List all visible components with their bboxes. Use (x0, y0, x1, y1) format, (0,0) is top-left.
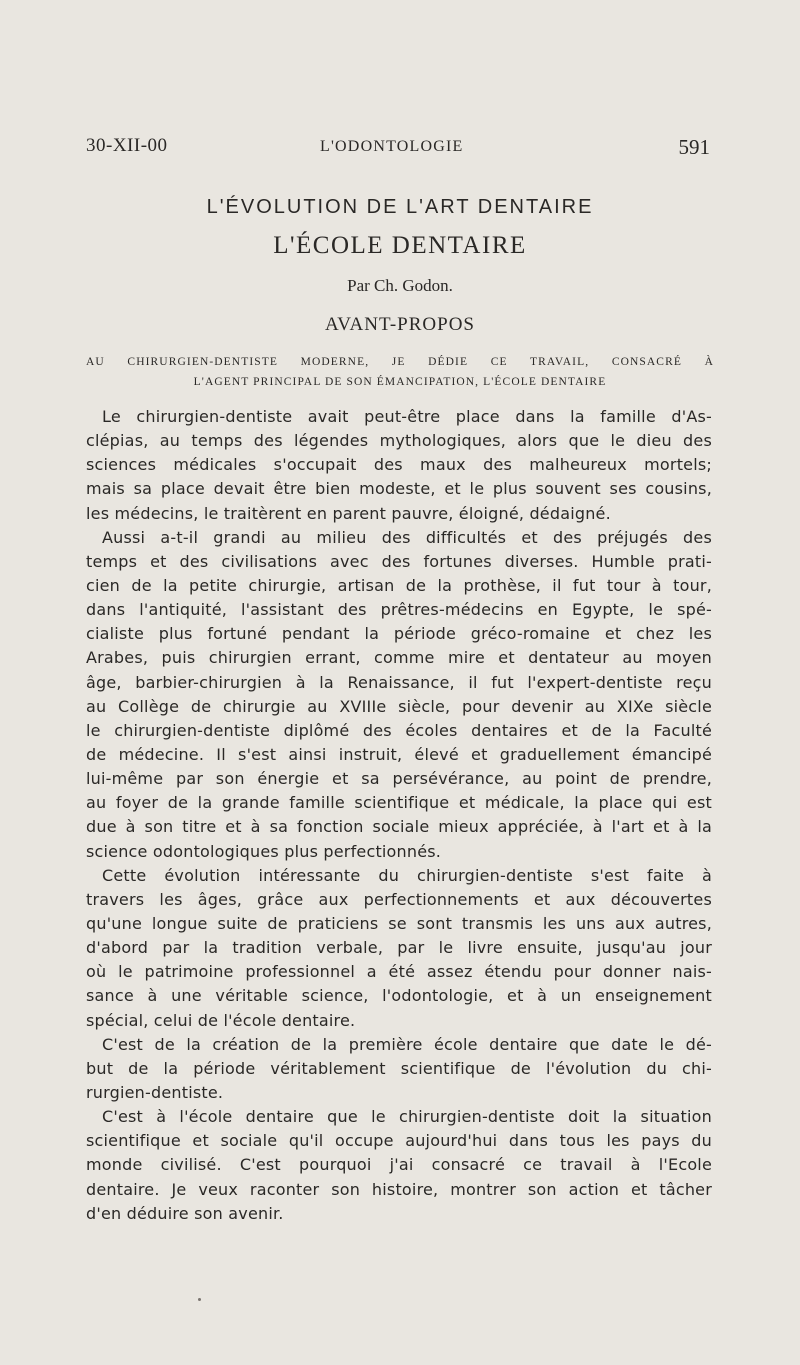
dedication-line: L'AGENT PRINCIPAL DE SON ÉMANCIPATION, L'ÉCOLE DENTAIRE (193, 376, 607, 388)
text-line: âge, barbier-chirurgien à la Renaissance, il fut l'expert-dentiste reçu (86, 672, 712, 692)
section-heading: AVANT-PROPOS (325, 314, 475, 335)
issue-date: 30-XII-00 (86, 135, 168, 156)
text-line: temps et des civilisations avec des fortunes diverses. Humble prati- (86, 551, 712, 571)
text-line: les médecins, le traitèrent en parent pauvre, éloigné, dédaigné. (86, 503, 611, 523)
text-line: mais sa place devait être bien modeste, et le plus souvent ses cousins, (86, 479, 712, 499)
text-line: de médecine. Il s'est ainsi instruit, élevé et graduellement émancipé (86, 744, 712, 764)
text-line: due à son titre et à sa fonction sociale mieux appréciée, à l'art et à la (86, 817, 712, 837)
text-line: où le patrimoine professionnel a été assez étendu pour donner nais- (86, 962, 712, 982)
dedication-line: AU CHIRURGIEN-DENTISTE MODERNE, JE DÉDIE CE TRAVAIL, CONSACRÉ À (86, 356, 714, 368)
text-line: au Collège de chirurgie au XVIIIe siècle, pour devenir au XIXe siècle (86, 696, 712, 716)
article-subtitle: L'ÉCOLE DENTAIRE (273, 232, 527, 259)
page-number: 591 (678, 135, 710, 159)
running-header (86, 135, 710, 165)
dedication (86, 352, 714, 392)
text-line: dentaire. Je veux raconter son histoire, montrer son action et tâcher (86, 1179, 712, 1199)
text-line: sciences médicales s'occupait des maux des malheureux mortels; (86, 455, 712, 475)
text-line: qu'une longue suite de praticiens se sont transmis les uns aux autres, (86, 913, 712, 933)
text-line: d'abord par la tradition verbale, par le livre ensuite, jusqu'au jour (86, 938, 712, 958)
text-line: C'est à l'école dentaire que le chirurgien-dentiste doit la situation (102, 1107, 712, 1127)
text-line: rurgien-dentiste. (86, 1082, 224, 1102)
text-line: Le chirurgien-dentiste avait peut-être place dans la famille d'As- (102, 407, 712, 426)
text-line: sance à une véritable science, l'odontologie, et à un enseignement (86, 986, 712, 1006)
text-line: dans l'antiquité, l'assistant des prêtres-médecins en Egypte, le spé- (86, 600, 712, 620)
text-line: Aussi a-t-il grandi au milieu des difficultés et des préjugés des (102, 527, 712, 547)
text-line: Cette évolution intéressante du chirurgien-dentiste s'est faite à (102, 865, 712, 885)
author-byline: Par Ch. Godon. (347, 276, 453, 295)
text-line: but de la période véritablement scientifique de l'évolution du chi- (86, 1058, 712, 1078)
journal-title: L'ODONTOLOGIE (320, 138, 464, 155)
text-line: lui-même par son énergie et sa persévérance, au point de prendre, (86, 769, 712, 789)
text-line: C'est de la création de la première école dentaire que date le dé- (102, 1034, 712, 1054)
ink-speck (198, 1298, 201, 1301)
text-line: science odontologiques plus perfectionnés. (86, 841, 442, 861)
text-line: d'en déduire son avenir. (86, 1203, 284, 1223)
text-line: travers les âges, grâce aux perfectionnements et aux découvertes (86, 889, 712, 909)
text-line: spécial, celui de l'école dentaire. (86, 1010, 356, 1030)
text-line: clépias, au temps des légendes mythologiques, alors que le dieu des (86, 431, 712, 451)
article-title: L'ÉVOLUTION DE L'ART DENTAIRE (206, 196, 594, 218)
text-line: scientifique et sociale qu'il occupe aujourd'hui dans tous les pays du (86, 1131, 712, 1151)
text-line: monde civilisé. C'est pourquoi j'ai consacré ce travail à l'Ecole (86, 1155, 712, 1175)
text-line: cien de la petite chirurgie, artisan de la prothèse, il fut tour à tour, (86, 575, 712, 595)
text-line: au foyer de la grande famille scientifique et médicale, la place qui est (86, 793, 712, 813)
text-line: cialiste plus fortuné pendant la période gréco-romaine et chez les (86, 624, 712, 644)
text-line: le chirurgien-dentiste diplômé des écoles dentaires et de la Faculté (86, 720, 712, 740)
body-text (86, 405, 712, 1226)
text-line: Arabes, puis chirurgien errant, comme mire et dentateur au moyen (86, 648, 712, 668)
